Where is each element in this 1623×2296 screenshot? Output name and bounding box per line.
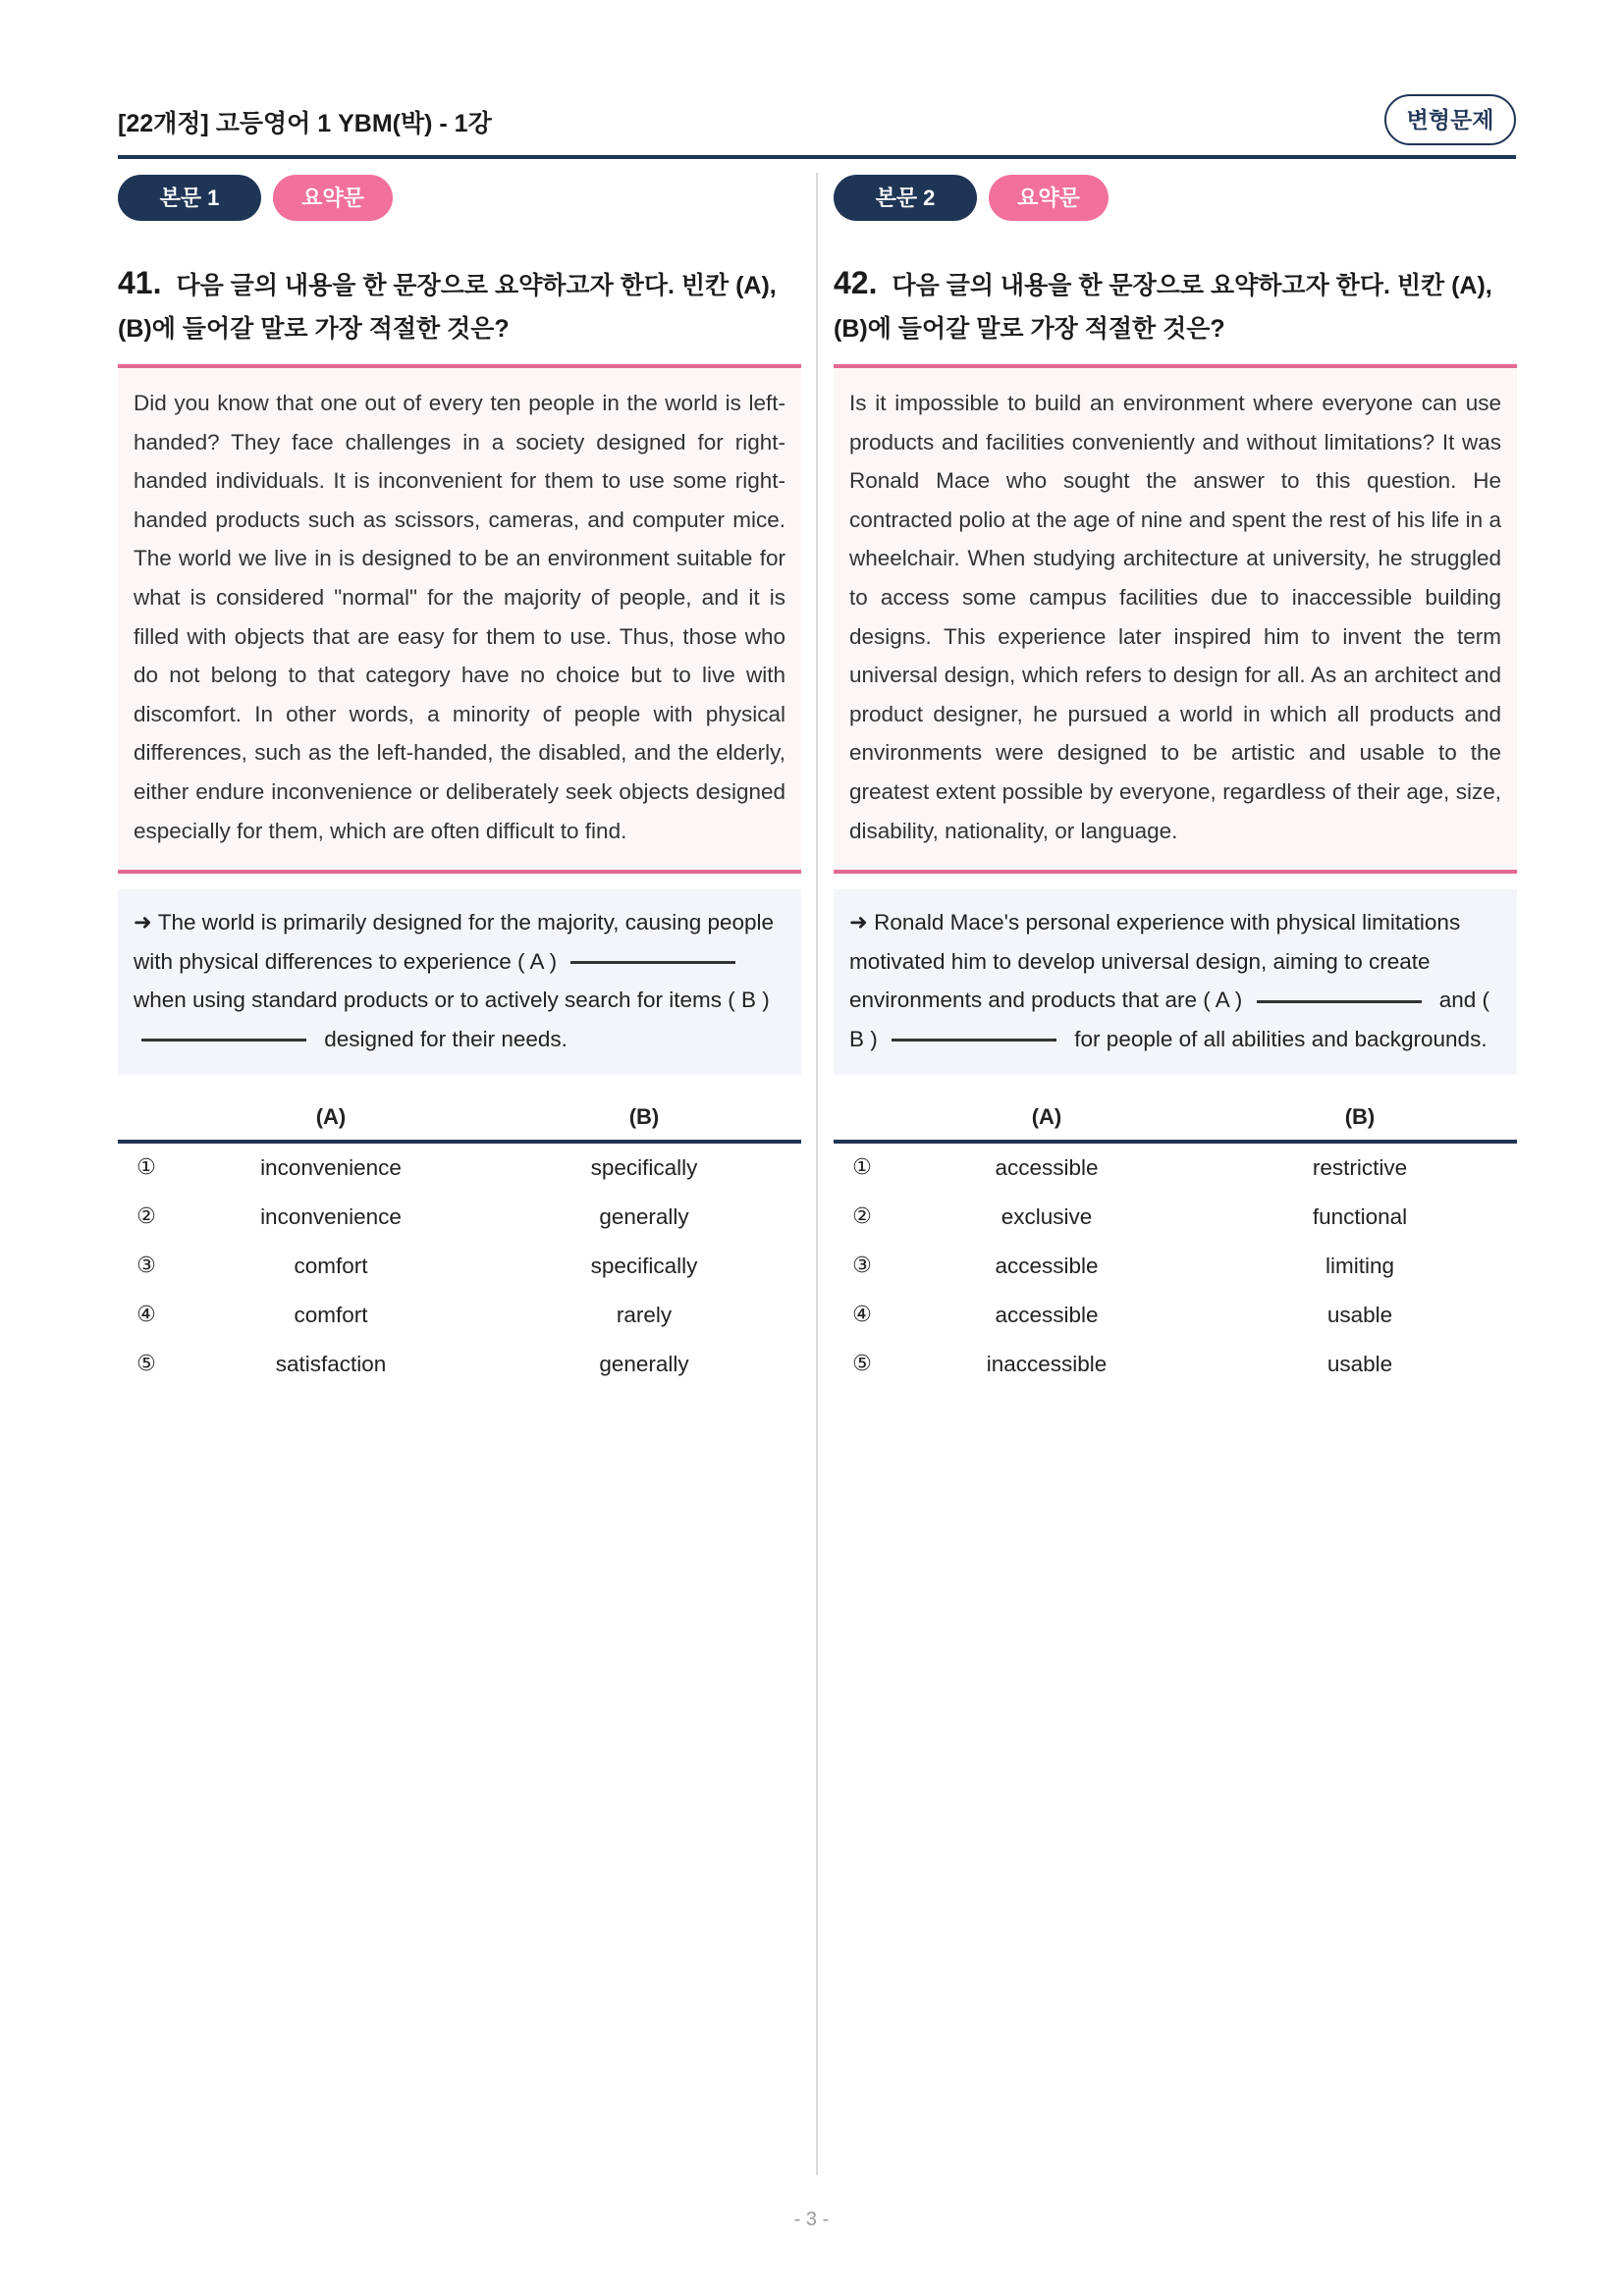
column-b-header: (B): [1344, 1103, 1376, 1129]
choice-number: ②: [136, 1204, 156, 1229]
page-header: [118, 94, 1516, 159]
blank-a: [1257, 1000, 1422, 1003]
reading-passage: Is it impossible to build an environment where everyone can use products and facilities conveniently and without limitations? It was Ronald Mace who sought the answer to this question. He contracted polio at the age of nine and spent the rest of his life in a wheelchair. When studying architecture at university, he struggled to access some campus facilities due to inaccessible building designs. This experience later inspired him to invent the term universal design, which refers to design for all. As an architect and product designer, he pursued a world in which all products and environments were designed to be artistic and usable to the greatest extent possible by everyone, regardless of their age, size, disability, nationality, or language.: [834, 364, 1517, 874]
choice-b: generally: [599, 1351, 689, 1376]
choices-header: [118, 1095, 801, 1144]
choices-header: [834, 1095, 1517, 1144]
choice-row[interactable]: [834, 1291, 1517, 1340]
blank-b: [892, 1039, 1056, 1041]
header-title: [22개정] 고등영어 1 YBM(박) - 1강: [118, 110, 492, 137]
choice-row[interactable]: [834, 1144, 1517, 1193]
summary-part-1: ➜ Ronald Mace's personal experience with physical limitations motivated him to develop universal design, aiming to create environments and products that are ( A ): [849, 910, 1461, 1013]
choice-b: usable: [1326, 1351, 1393, 1376]
question-text: 다음 글의 내용을 한 문장으로 요약하고자 한다. 빈칸 (A), (B)에 들어갈 말로 가장 적절한 것은?: [834, 272, 1492, 343]
question-prompt: [118, 261, 801, 350]
choice-number: ⑤: [136, 1352, 156, 1376]
column-divider: [816, 173, 818, 2175]
summary-part-2: when using standard products or to actively search for items ( B ): [134, 988, 770, 1013]
choice-number: ②: [852, 1204, 872, 1229]
choice-a: comfort: [294, 1253, 368, 1278]
choice-a: accessible: [995, 1302, 1099, 1327]
summary-part-2: and ( B ): [849, 988, 1490, 1051]
answer-choices: [834, 1095, 1517, 1389]
tag-row: [118, 175, 801, 222]
type-pill: 요약문: [989, 175, 1109, 221]
summary-part-3: designed for their needs.: [324, 1026, 568, 1051]
choice-a: inaccessible: [986, 1351, 1108, 1376]
type-pill: 요약문: [273, 175, 393, 221]
column-a-header: (A): [315, 1103, 347, 1129]
choice-row[interactable]: [118, 1144, 801, 1193]
choice-a: exclusive: [1001, 1203, 1093, 1229]
question-text: 다음 글의 내용을 한 문장으로 요약하고자 한다. 빈칸 (A), (B)에 들어갈 말로 가장 적절한 것은?: [118, 272, 777, 343]
source-pill: 본문 1: [118, 175, 261, 221]
summary-part-1: ➜ The world is primarily designed for the majority, causing people with physical differences to experience ( A ): [134, 910, 775, 974]
blank-a: [570, 961, 735, 964]
choice-b: restrictive: [1312, 1154, 1408, 1180]
choice-row[interactable]: [118, 1242, 801, 1291]
column-b-header: (B): [628, 1103, 660, 1129]
choice-number: ①: [136, 1155, 156, 1180]
question-42-column: [834, 175, 1517, 1389]
reading-passage: Did you know that one out of every ten people in the world is left-handed? They face challenges in a society designed for right-handed individuals. It is inconvenient for them to use some right-handed products such as scissors, cameras, and computer mice. The world we live in is designed to be an environment suitable for what is considered "normal" for the majority of people, and it is filled with objects that are easy for them to use. Thus, those who do not belong to that category have no choice but to live with discomfort. In other words, a minority of people with physical differences, such as the left-handed, the disabled, and the elderly, either endure inconvenience or deliberately seek objects designed especially for them, which are often difficult to find.: [118, 364, 801, 874]
blank-b: [141, 1039, 306, 1041]
variant-badge: 변형문제: [1384, 94, 1516, 145]
choice-a: inconvenience: [260, 1203, 402, 1229]
choice-a: inconvenience: [260, 1154, 402, 1180]
choice-number: ③: [136, 1254, 156, 1278]
choice-number: ⑤: [852, 1352, 872, 1376]
choice-b: rarely: [616, 1302, 673, 1327]
choice-row[interactable]: [834, 1340, 1517, 1389]
choice-row[interactable]: [118, 1291, 801, 1340]
source-pill: 본문 2: [834, 175, 977, 221]
page-number: - 3 -: [793, 2209, 830, 2230]
choice-row[interactable]: [118, 1193, 801, 1242]
choice-a: comfort: [294, 1302, 368, 1327]
choice-number: ③: [852, 1254, 872, 1278]
header-divider: [118, 155, 1516, 159]
choice-a: accessible: [995, 1154, 1099, 1180]
tag-row: [834, 175, 1517, 222]
choice-b: usable: [1326, 1302, 1393, 1327]
choice-b: specifically: [590, 1253, 698, 1278]
question-prompt: [834, 261, 1517, 350]
summary-box: [834, 889, 1517, 1074]
choice-row[interactable]: [834, 1193, 1517, 1242]
choice-b: specifically: [590, 1154, 698, 1180]
choice-a: accessible: [995, 1253, 1099, 1278]
choice-number: ④: [852, 1303, 872, 1327]
question-number: 41.: [118, 265, 162, 300]
choice-b: limiting: [1325, 1253, 1395, 1278]
choice-row[interactable]: [118, 1340, 801, 1389]
summary-part-3: for people of all abilities and backgrounds.: [1074, 1026, 1488, 1051]
question-41-column: [118, 175, 801, 1389]
choice-a: satisfaction: [275, 1351, 387, 1376]
answer-choices: [118, 1095, 801, 1389]
question-number: 42.: [834, 265, 878, 300]
choice-b: functional: [1312, 1203, 1408, 1229]
choice-number: ④: [136, 1303, 156, 1327]
column-a-header: (A): [1031, 1103, 1062, 1129]
choice-row[interactable]: [834, 1242, 1517, 1291]
summary-box: [118, 889, 801, 1074]
choice-b: generally: [599, 1203, 689, 1229]
choice-number: ①: [852, 1155, 872, 1180]
